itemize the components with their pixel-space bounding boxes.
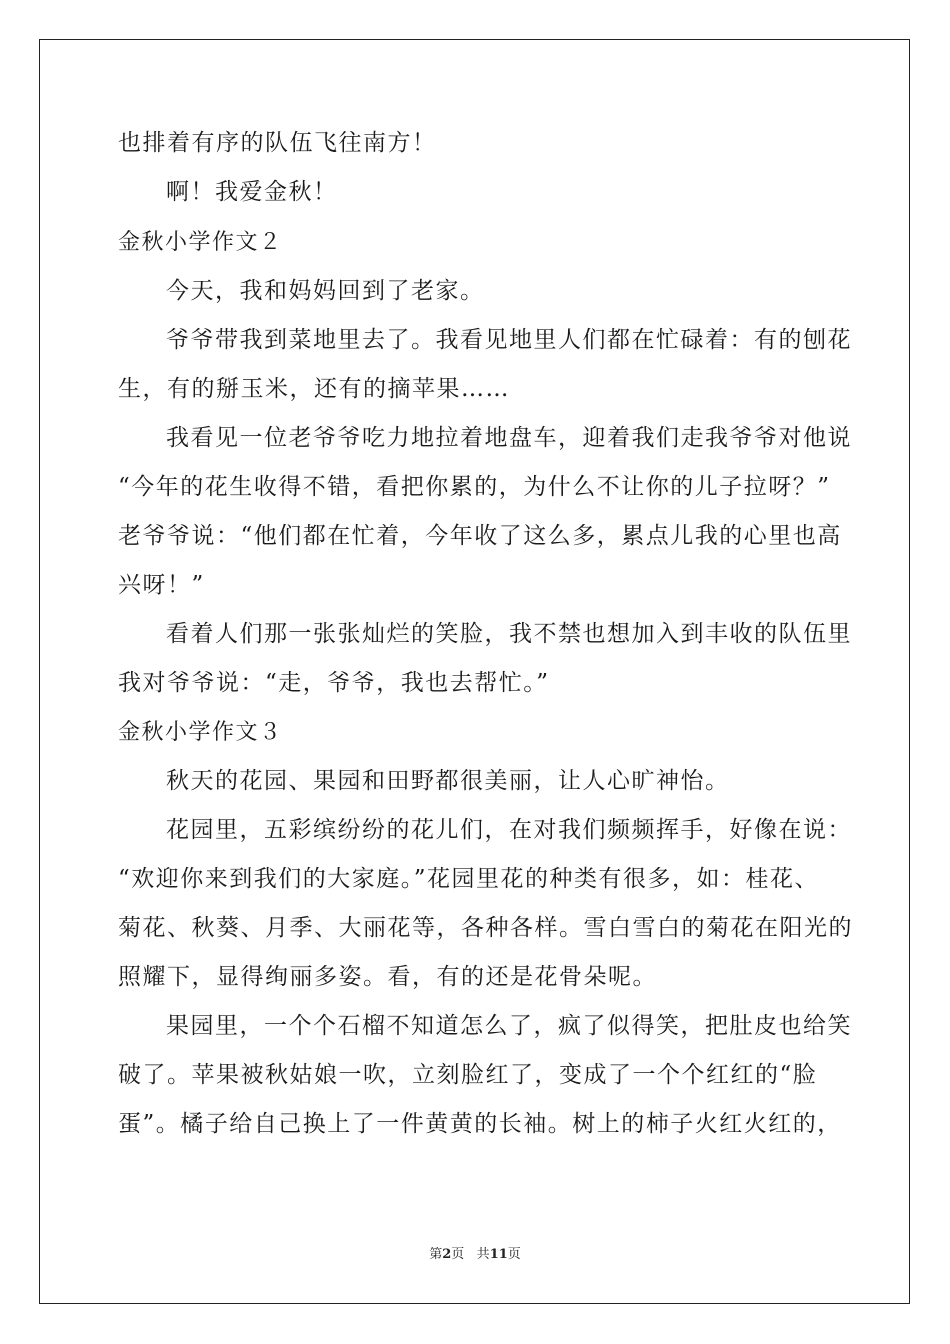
footer-total-prefix: 共 (476, 1247, 490, 1262)
text-line: 我看见一位老爷爷吃力地拉着地盘车，迎着我们走我爷爷对他说 (166, 425, 852, 451)
text-line: 照耀下，显得绚丽多姿。看，有的还是花骨朵呢。 (118, 964, 657, 990)
text-line: 也排着有序的队伍飞往南方！ (118, 130, 437, 156)
footer-total-suffix: 页 (507, 1247, 521, 1262)
text-line: 啊！我爱金秋！ (166, 179, 338, 205)
text-line: 蛋”。橘子给自己换上了一件黄黄的长袖。树上的柿子火红火红的， (118, 1111, 842, 1137)
text-line: 爷爷带我到菜地里去了。我看见地里人们都在忙碌着：有的刨花 (166, 327, 852, 353)
text-line: 老爷爷说：“他们都在忙着，今年收了这么多，累点儿我的心里也高 (118, 523, 842, 549)
page-footer (0, 1247, 950, 1263)
text-line: 兴呀！” (118, 572, 205, 598)
text-line: 秋天的花园、果园和田野都很美丽，让人心旷神怡。 (166, 768, 730, 794)
text-line: 今天，我和妈妈回到了老家。 (166, 278, 485, 304)
text-line: 我对爷爷说：“走，爷爷，我也去帮忙。” (118, 670, 550, 696)
text-line: 花园里，五彩缤纷纷的花儿们，在对我们频频挥手，好像在说： (166, 817, 852, 843)
text-line: 看着人们那一张张灿烂的笑脸，我不禁也想加入到丰收的队伍里 (166, 621, 852, 647)
footer-page-suffix: 页 (451, 1247, 465, 1262)
text-line: 生，有的掰玉米，还有的摘苹果…… (118, 376, 510, 402)
text-line: 破了。苹果被秋姑娘一吹，立刻脸红了，变成了一个个红红的“脸 (118, 1062, 818, 1088)
text-line: 果园里，一个个石榴不知道怎么了，疯了似得笑，把肚皮也给笑 (166, 1013, 852, 1039)
footer-separator (464, 1247, 476, 1262)
footer-prefix: 第 (429, 1247, 443, 1262)
document-body (118, 129, 853, 1159)
current-page-number: 2 (442, 1247, 452, 1262)
text-line: “欢迎你来到我们的大家庭。”花园里花的种类有很多，如：桂花、 (118, 866, 820, 892)
text-line: “今年的花生收得不错，看把你累的，为什么不让你的儿子拉呀？” (118, 474, 831, 500)
total-page-count: 11 (489, 1247, 508, 1262)
section-heading: 金秋小学作文２ (118, 230, 283, 255)
text-line: 菊花、秋葵、月季、大丽花等，各种各样。雪白雪白的菊花在阳光的 (118, 915, 853, 941)
section-heading: 金秋小学作文３ (118, 720, 283, 745)
